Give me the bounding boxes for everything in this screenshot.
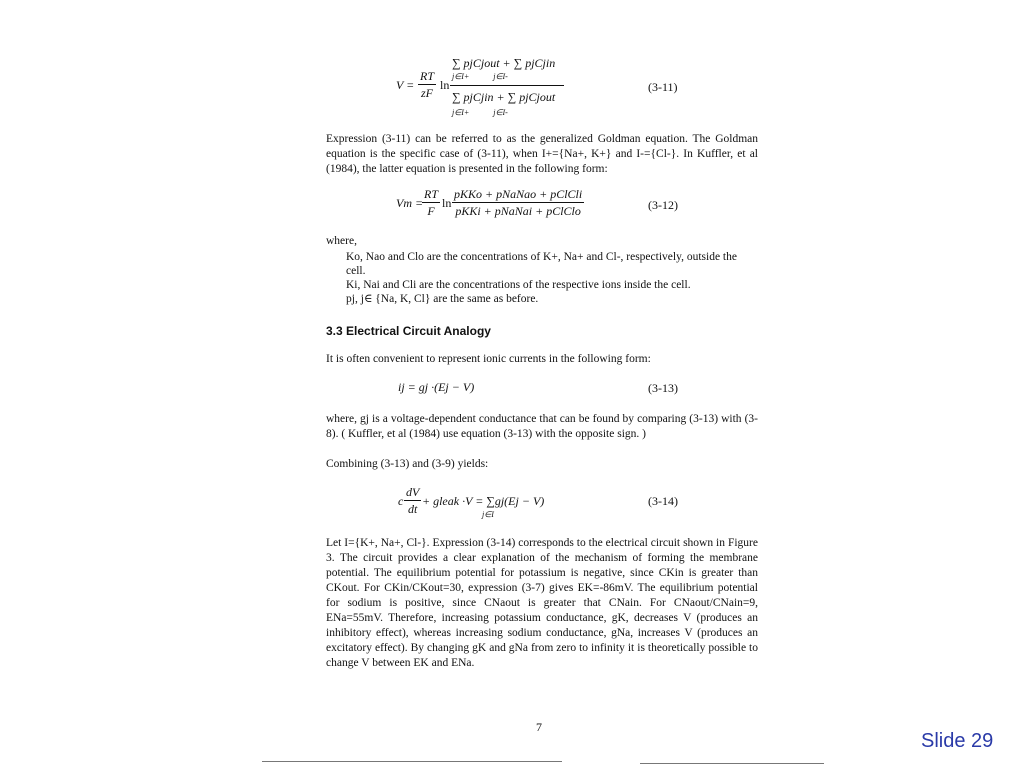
paragraph-convenient: It is often convenient to represent ionic currents in the following form: bbox=[326, 353, 651, 365]
equation-3-12 bbox=[396, 186, 596, 226]
where-item-inside: Ki, Nai and Cli are the concentrations of the respective ions inside the cell. bbox=[346, 279, 691, 291]
eq-3-11-coef-num: RT bbox=[420, 69, 435, 83]
paragraph-gj: where, gj is a voltage-dependent conductance that can be found by comparing (3-13) with (3-8). ( Kuffler, et al (1984) use equation (3-13) with the opposite sign. ) bbox=[326, 413, 758, 440]
section-heading: 3.3 Electrical Circuit Analogy bbox=[326, 324, 491, 338]
eq-3-11-fraction-bar bbox=[450, 85, 564, 86]
eq-3-11-denominator: ∑ pjCjin + ∑ pjCjout bbox=[452, 90, 556, 104]
eq-3-14-dt: dt bbox=[408, 502, 418, 516]
eq-3-14-rest: + gleak ·V = ∑gj(Ej − V) bbox=[422, 494, 545, 508]
paragraph-circuit: Let I={K+, Na+, Cl-}. Expression (3-14) corresponds to the electrical circuit shown in Figure 3. The circuit provides a clear explanation of the mechanism of forming the membrane potential. The equilibrium potential for potassium is negative, since CKin is greater than CKout. For CKin/CKout=30, expression (3-7) gives EK=-86mV. The equilibrium potential for sodium is positive, since CNaout is greater that CNain. For CNaout/CNain=9, ENa=55mV. Therefore, increasing potassium conductance, gK, decreases V (produces an inhibitory effect), whereas increasing sodium conductance, gNa, increases V (produces an excitatory effect). By changing gK and gNa from zero to infinity it is theoretically possible to change V between EK and ENa. bbox=[326, 537, 758, 669]
slide-label: Slide 29 bbox=[921, 730, 994, 752]
page-number: 7 bbox=[536, 720, 542, 734]
where-item-outside: Ko, Nao and Clo are the concentrations of K+, Na+ and Cl-, respectively, outside the cell. bbox=[346, 251, 737, 277]
scan-edge-line bbox=[262, 761, 562, 762]
eq-3-12-ln: ln bbox=[442, 196, 452, 210]
eq-3-14-number: (3-14) bbox=[648, 494, 678, 508]
eq-3-12-coef-den: F bbox=[427, 204, 435, 218]
equation-3-13: ij = gj ·(Ej − V) bbox=[398, 380, 475, 394]
paragraph-combining: Combining (3-13) and (3-9) yields: bbox=[326, 458, 489, 470]
eq-3-14-sum-sub: j∈I bbox=[482, 510, 494, 519]
eq-3-12-numerator: pKKo + pNaNao + pClCli bbox=[454, 187, 583, 201]
eq-3-13-number: (3-13) bbox=[648, 381, 678, 395]
scan-edge-line bbox=[640, 763, 824, 764]
eq-3-12-lhs: Vm = bbox=[396, 196, 424, 210]
paragraph-goldman: Expression (3-11) can be referred to as the generalized Goldman equation. The Goldman equation is the specific case of (3-11), when I+={Na+, K+} and I-={Cl-}. In Kuffler, et al (1984), the latter equation is presented in the following form: bbox=[326, 133, 758, 175]
eq-3-11-num-sub: j∈I+ j∈I- bbox=[452, 72, 508, 81]
eq-3-11-den-sub: j∈I+ j∈I- bbox=[452, 108, 508, 117]
eq-3-11-coefficient bbox=[418, 68, 436, 101]
eq-3-12-coef-num: RT bbox=[424, 187, 439, 201]
equation-3-14 bbox=[398, 482, 618, 522]
where-label: where, bbox=[326, 235, 357, 247]
eq-3-11-numerator: ∑ pjCjout + ∑ pjCjin bbox=[452, 56, 556, 70]
equation-3-11 bbox=[396, 52, 596, 122]
eq-3-12-fraction bbox=[452, 186, 584, 219]
eq-3-11-number: (3-11) bbox=[648, 80, 678, 94]
eq-3-11-coef-den: zF bbox=[421, 86, 433, 100]
eq-3-12-denominator: pKKi + pNaNai + pClClo bbox=[455, 204, 581, 218]
eq-3-11-lhs: V = bbox=[396, 78, 415, 92]
eq-3-14-derivative bbox=[404, 484, 421, 517]
where-item-pj: pj, j∈ {Na, K, Cl} are the same as before. bbox=[346, 293, 539, 305]
eq-3-11-ln: ln bbox=[440, 78, 450, 92]
eq-3-14-dv: dV bbox=[406, 485, 420, 499]
eq-3-14-c: c bbox=[398, 494, 404, 508]
eq-3-12-number: (3-12) bbox=[648, 198, 678, 212]
eq-3-12-coefficient bbox=[422, 186, 440, 219]
